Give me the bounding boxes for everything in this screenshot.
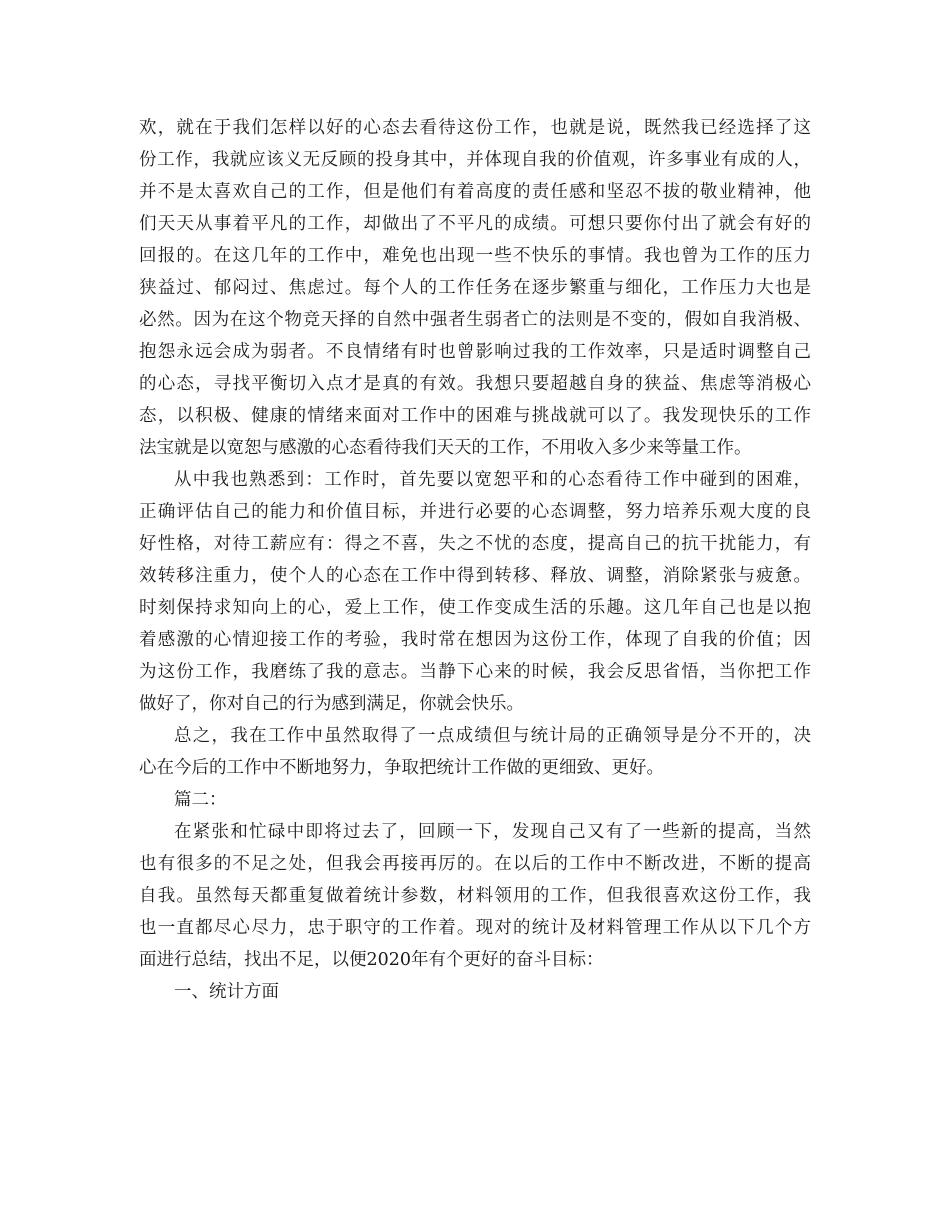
text-line: 时刻保持求知向上的心，爱上工作，使工作变成生活的乐趣。这几年自己也是以抱	[139, 598, 811, 618]
text-line: 抱怨永远会成为弱者。不良情绪有时也曾影响过我的工作效率，只是适时调整自己	[139, 342, 811, 362]
text-line: 必然。因为在这个物竞天择的自然中强者生弱者亡的法则是不变的，假如自我消极、	[139, 310, 811, 330]
text-line: 正确评估自己的能力和价值目标，并进行必要的心态调整，努力培养乐观大度的良	[139, 502, 811, 522]
text-line: 为这份工作，我磨练了我的意志。当静下心来的时候，我会反思省悟，当你把工作	[139, 662, 811, 682]
text-line: 篇二：	[174, 790, 227, 810]
text-line: 们天天从事着平凡的工作，却做出了不平凡的成绩。可想只要你付出了就会有好的	[139, 214, 811, 234]
text-line: 狭益过、郁闷过、焦虑过。每个人的工作任务在逐步繁重与细化，工作压力大也是	[139, 278, 811, 298]
text-line: 法宝就是以宽恕与感激的心态看待我们天天的工作，不用收入多少来等量工作。	[139, 438, 752, 458]
text-line: 总之，我在工作中虽然取得了一点成绩但与统计局的正确领导是分不开的，决	[174, 726, 811, 746]
text-line: 态，以积极、健康的情绪来面对工作中的困难与挑战就可以了。我发现快乐的工作	[139, 406, 811, 426]
paragraph-3	[139, 720, 811, 784]
text-line: 心在今后的工作中不断地努力，争取把统计工作做的更细致、更好。	[139, 758, 664, 778]
text-line: 自我。虽然每天都重复做着统计参数，材料领用的工作，但我很喜欢这份工作，我	[139, 886, 811, 906]
text-line: 一、统计方面	[174, 982, 279, 1002]
text-line: 的心态，寻找平衡切入点才是真的有效。我想只要超越自身的狭益、焦虑等消极心	[139, 374, 811, 394]
document-page	[139, 112, 811, 1008]
text-line: 也有很多的不足之处，但我会再接再厉的。在以后的工作中不断改进，不断的提高	[139, 854, 811, 874]
text-line: 并不是太喜欢自己的工作，但是他们有着高度的责任感和坚忍不拔的敬业精神，他	[139, 182, 811, 202]
text-line: 着感激的心情迎接工作的考验，我时常在想因为这份工作，体现了自我的价值；因	[139, 630, 811, 650]
text-line: 效转移注重力，使个人的心态在工作中得到转移、释放、调整，消除紧张与疲惫。	[139, 566, 811, 586]
text-line: 在紧张和忙碌中即将过去了，回顾一下，发现自己又有了一些新的提高，当然	[174, 822, 811, 842]
paragraph-5	[139, 816, 811, 976]
section-heading	[139, 784, 811, 816]
text-line: 做好了，你对自己的行为感到满足，你就会快乐。	[139, 694, 524, 714]
text-line: 好性格，对待工薪应有：得之不喜，失之不忧的态度，提高自己的抗干扰能力，有	[139, 534, 811, 554]
paragraph-2	[139, 464, 811, 720]
text-line: 面进行总结，找出不足，以便2020年有个更好的奋斗目标：	[139, 950, 604, 970]
text-line: 份工作，我就应该义无反顾的投身其中，并体现自我的价值观，许多事业有成的人，	[139, 150, 811, 170]
text-line: 从中我也熟悉到：工作时，首先要以宽恕平和的心态看待工作中碰到的困难，	[174, 470, 811, 490]
text-line: 回报的。在这几年的工作中，难免也出现一些不快乐的事情。我也曾为工作的压力	[139, 246, 811, 266]
text-line: 欢，就在于我们怎样以好的心态去看待这份工作，也就是说，既然我已经选择了这	[139, 118, 811, 138]
paragraph-1	[139, 112, 811, 464]
text-line: 也一直都尽心尽力，忠于职守的工作着。现对的统计及材料管理工作从以下几个方	[139, 918, 811, 938]
subsection-heading	[139, 976, 811, 1008]
